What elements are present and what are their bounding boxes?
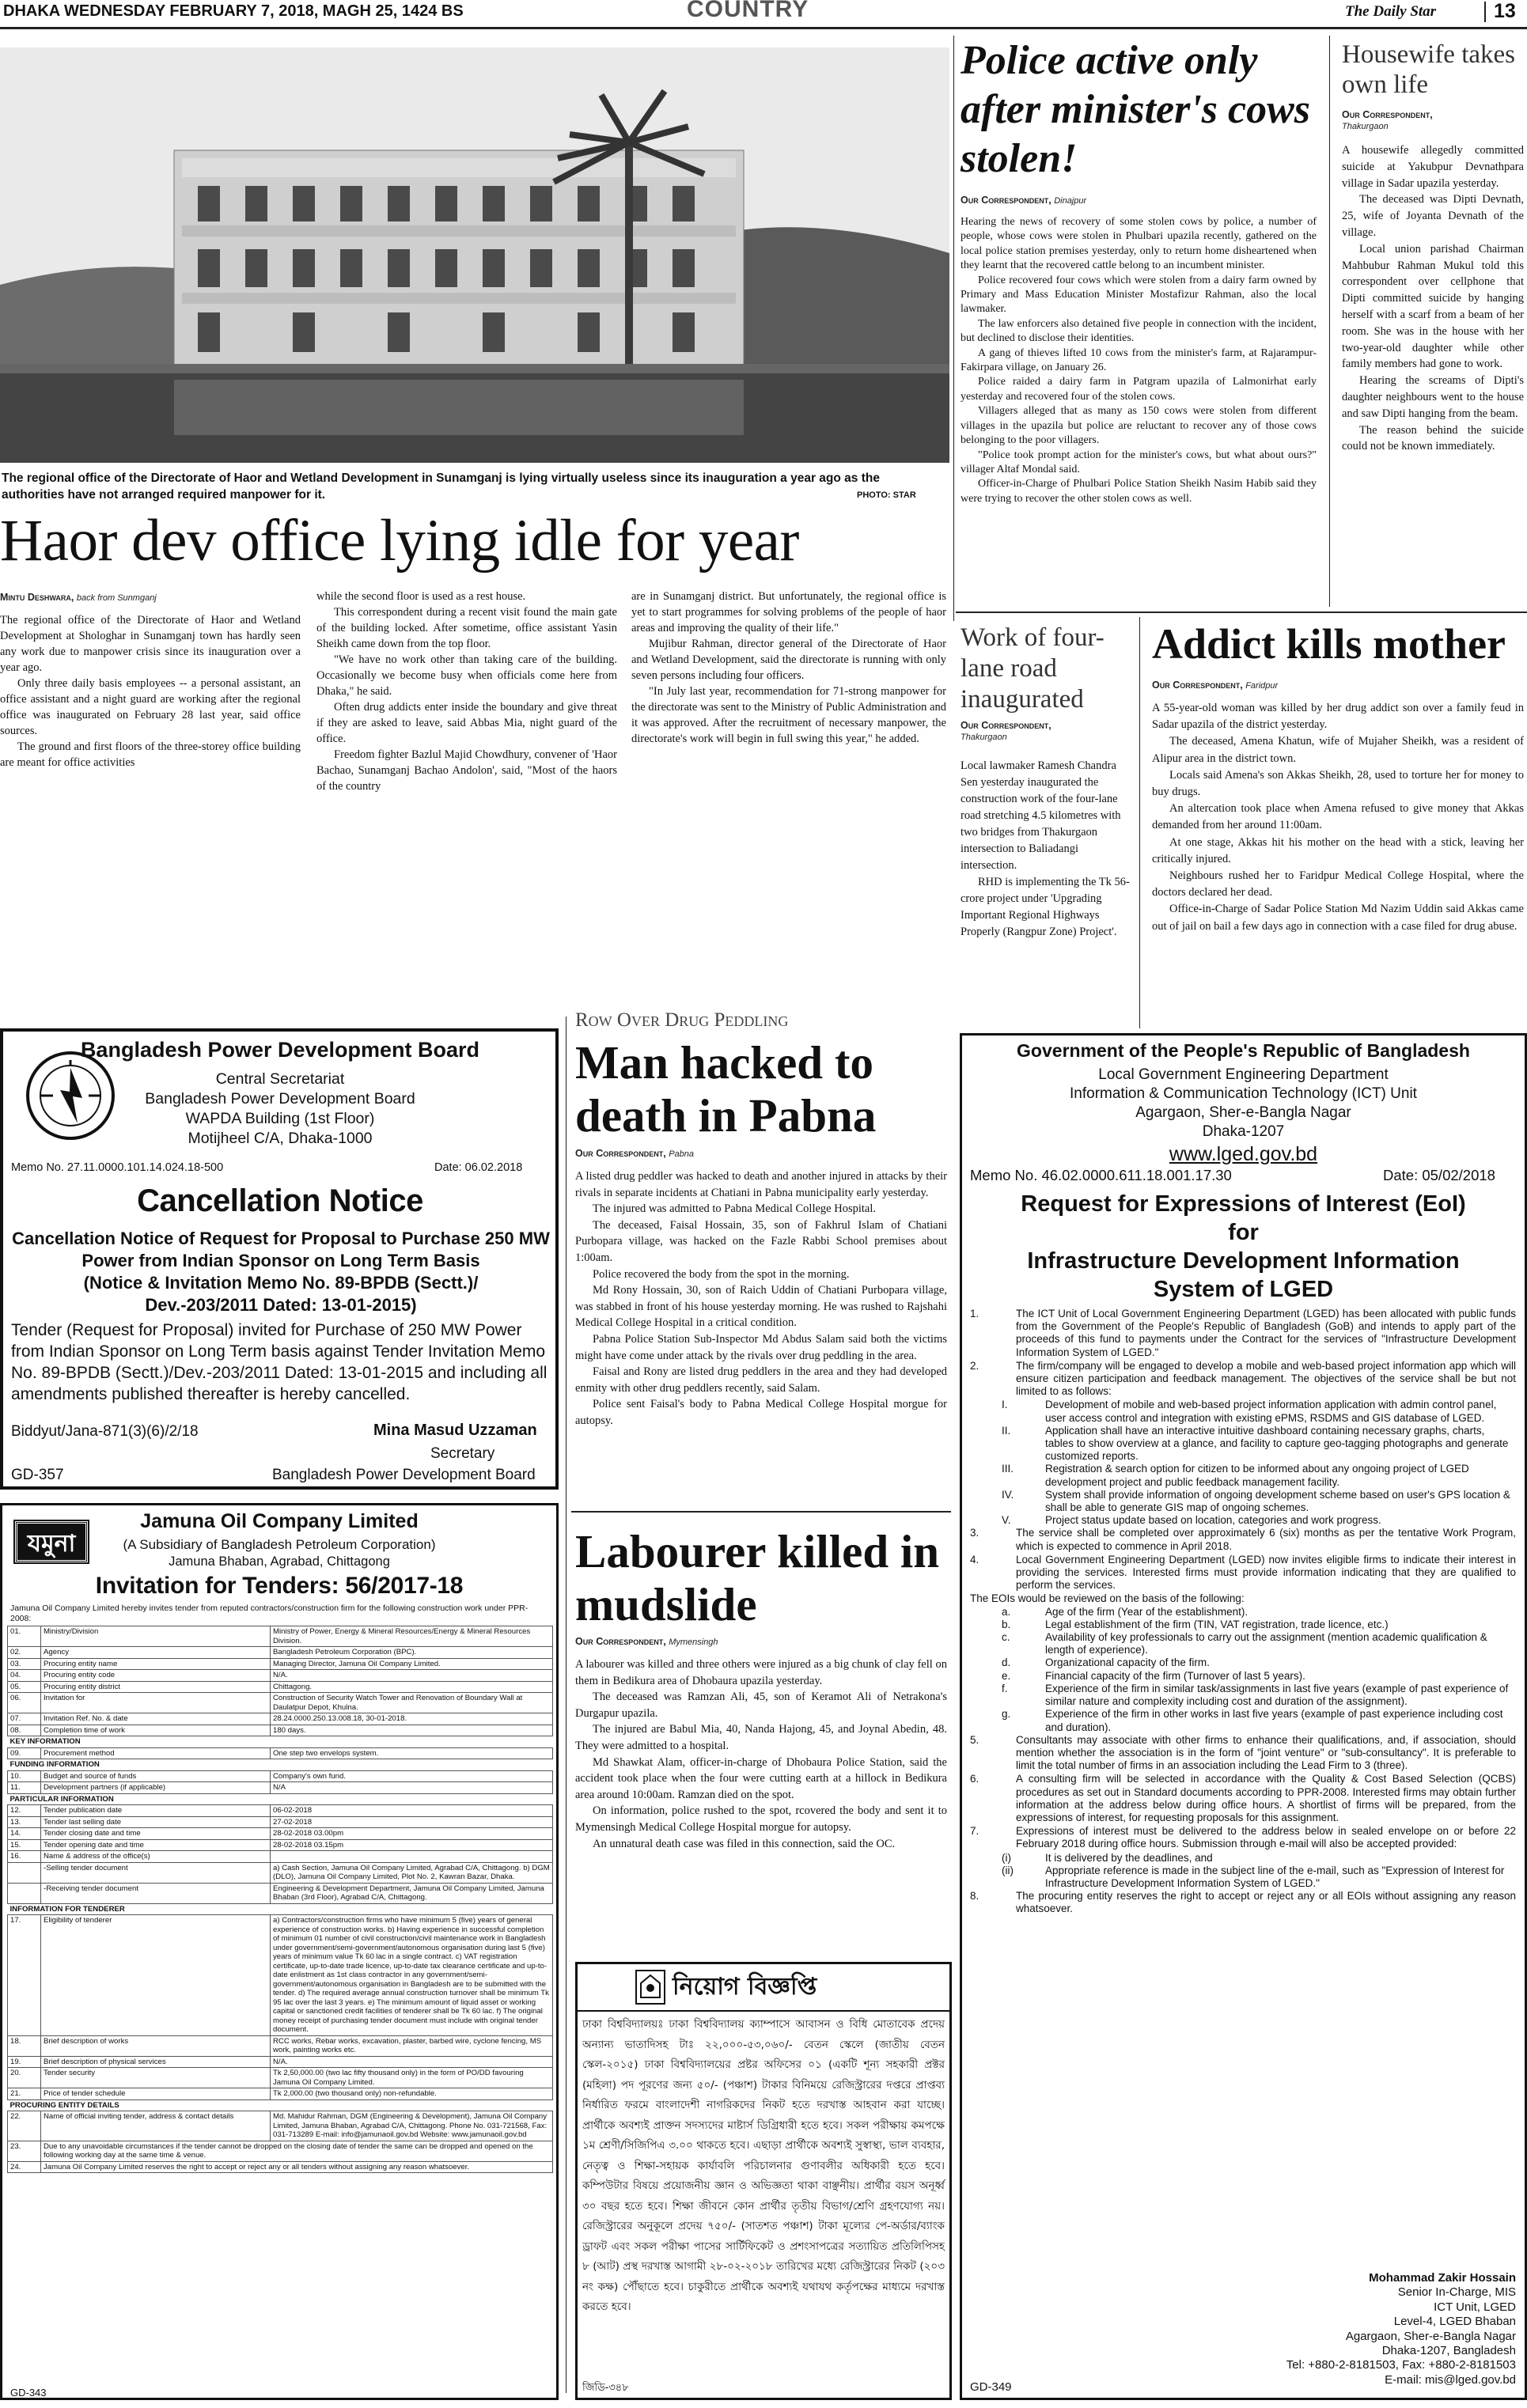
university-emblem-icon xyxy=(635,1969,666,2005)
pabna-headline: Man hacked to death in Pabna xyxy=(575,1036,877,1142)
table-row xyxy=(8,2088,553,2100)
du-body: ঢাকা বিশ্ববিদ্যালয়ঃ ঢাকা বিশ্ববিদ্যালয় ক্যাম্পাসে আবাসন ও বিধি মোতাবেক প্রদেয় অন্যান্য ভাতাদিসহ টাঃ ২২,০০০-৫৩,০৬০/- বেতন স্কেলে (জাতীয় বেতন স্কেল-২০১৫) ঢাকা বিশ্ববিদ্যালয়ের প্রষ্টর অফিসের ০১ (একটি শূন্য সহকারী প্রক্টর (মহিলা) পদ পূরণের জন্য ৫০/- (পঞ্চাশ) টাকার বিনিময়ে রেজিস্ট্রারের দপ্তরে প্রাপ্তব্য নির্ধারিত ফরমে বাংলাদেশী নাগরিকদের নিকট হতে দরখাস্ত আহবান করা যাচ্ছে। প্রার্থীকে অবশ্যই প্রাক্তন সদস্যদের মাষ্টার্স ডিগ্রিধারী হতে হবে। সকল পরীক্ষায় কমপক্ষে ১ম শ্রেণী/সিজিপিএ ৩.০০ থাকতে হবে। এছাড়া প্রার্থীকে অবশ্যই সুস্বাস্থ্য, ভাল ব্যবহার, নেতৃত্ব ও শিক্ষা-সহায়ক কার্যাবলি পরিচালনার গুণাবলীর অধিকারী হতে হবে। কম্পিউটার বিষয়ে প্রয়োজনীয় জ্ঞান ও অভিজ্ঞতা থাকা বাঞ্ছনীয়। প্রার্থীর বয়স অনূর্ধ্ব ৩০ বছর হতে হবে। শিক্ষা জীবনে কোন প্রার্থীর তৃতীয় বিভাগ/শ্রেণি গ্রহণযোগ্য নয়। রেজিস্ট্রারের অনুকূলে প্রদেয় ৭৫০/- (সাতশত পঞ্চাশ) টাকা মূল্যের পে-অর্ডার/ব্যাংক ড্রাফট এবং সকল পরীক্ষা পাসের সার্টিফিকেট ও প্রশংসাপত্রের সত্যায়িত প্রতিলিপিসহ ৮ (আট) প্রস্থ দরখাস্ত আগামী ২৮-০২-২০১৮ তারিখের মধ্যে রেজিস্ট্রারের নিকট (২০৩ নং কক্ষ) পৌঁছাতে হবে। চাকুরীতে প্রার্থীকে অবশ্যই যথাযথ কর্তৃপক্ষের মাধ্যমে দরখাস্ত করতে হবে। xyxy=(582,2018,945,2313)
jamuna-ad xyxy=(0,1503,559,2400)
lged-memo: Memo No. 46.02.0000.611.18.001.17.30 xyxy=(970,1167,1232,1183)
table-section-heading: FUNDING INFORMATION xyxy=(8,1759,553,1771)
col-divider xyxy=(1139,617,1140,1028)
table-cell-value: Bangladesh Petroleum Corporation (BPC). xyxy=(271,1647,553,1659)
table-row xyxy=(8,1839,553,1851)
section-rule xyxy=(956,611,1527,613)
table-row xyxy=(8,1793,553,1805)
table-cell-value: RCC works, Rebar works, excavation, plaster, barbed wire, cyclone fencing, MS work, painting works etc. xyxy=(271,2035,553,2056)
table-row xyxy=(8,1851,553,1863)
table-row xyxy=(8,1903,553,1915)
table-cell-value: N/A. xyxy=(271,2056,553,2068)
table-row xyxy=(8,1816,553,1828)
haor-byline: Mintu Deshwara, back from Sunmganj xyxy=(0,592,157,603)
table-cell-label: Agency xyxy=(41,1647,271,1659)
addict-byline: Our Correspondent, Faridpur xyxy=(1152,680,1279,691)
table-cell-note: Jamuna Oil Company Limited reserves the right to accept or reject any or all tenders without assigning any reason whatsoever. xyxy=(41,2161,553,2173)
bpdb-subject: Cancellation Notice of Request for Proposal to Purchase 250 MW Power from Indian Sponsor on Long Term Basis (Notice & Invitation Memo No. 89-BPDB (Sectt.)/ Dev.-203/2011 Dated: 13-01-2015) xyxy=(12,1229,550,1315)
du-ad xyxy=(575,1962,952,2400)
haor-col-1: The regional office of the Directorate of Haor and Wetland Development at Shologhar in Sunamganj town has hardly seen any work due to manpower crisis since its inauguration over a year ago. Only three daily basis employees -- a personal assistant, an office assistant and a night guard are working after the regional office was inaugurated on February 28 last year, said office sources. The ground and first floors of the three-storey office building are meant for office activities xyxy=(0,614,301,769)
table-row xyxy=(8,1658,553,1670)
table-row xyxy=(8,1725,553,1736)
table-cell-no: 09. xyxy=(8,1747,41,1759)
table-row xyxy=(8,1805,553,1817)
table-row xyxy=(8,2141,553,2161)
table-row xyxy=(8,1747,553,1759)
table-cell-label: -Receiving tender document xyxy=(41,1883,271,1903)
jamuna-addr: Jamuna Bhaban, Agrabad, Chittagong xyxy=(169,1554,390,1569)
page-number-divider xyxy=(1484,2,1486,22)
lged-code: GD-349 xyxy=(970,2380,1012,2394)
table-cell-value: 28-02-2018 03.00pm xyxy=(271,1828,553,1840)
table-row xyxy=(8,1915,553,2036)
table-cell-value: Ministry of Power, Energy & Mineral Resources/Energy & Mineral Resources Division. xyxy=(271,1626,553,1647)
col-divider xyxy=(953,36,954,621)
table-row xyxy=(8,2068,553,2088)
du-code: জিডি-৩৪৮ xyxy=(582,2382,629,2394)
bpdb-org-footer: Bangladesh Power Development Board xyxy=(272,1467,536,1483)
col-divider xyxy=(1329,36,1330,607)
table-cell-no: 06. xyxy=(8,1693,41,1713)
bpdb-address: Central Secretariat Bangladesh Power Development Board WAPDA Building (1st Floor) Motijheel C/A, Dhaka-1000 xyxy=(145,1070,415,1147)
table-cell-no: 03. xyxy=(8,1658,41,1670)
police-byline: Our Correspondent, Dinajpur xyxy=(961,195,1087,206)
table-row xyxy=(8,1883,553,1903)
table-cell-label: Tender publication date xyxy=(41,1805,271,1817)
police-body: Hearing the news of recovery of some stolen cows by police, a number of people, whose cows were stolen in Phulbari upazila recently, gathered on the local police station premises yesterday, only to return home disheartened when they learnt that the recovered cattle belong to an incumbent minister. Police recovered four cows which were stolen from a dairy farm owned by Primary and Mass Education Minister Mostafizur Rahman, also the local lawmaker. The law enforcers also detained five people in connection with the incident, but declined to disclose their identities. A gang of thieves lifted 10 cows from the minister's farm, at Rajarampur-Fakirpara village, on January 26. Police raided a dairy farm in Patgram upazila of Lalmonirhat early yesterday and recovered four of the stolen cows. Villagers alleged that as many as 150 cows were stolen from different villages in the upazila but police are reluctant to recover any of those cows belonging to the poor villagers. "Police took prompt action for the minister's cows, but what about ours?" villager Altaf Mondal said. Officer-in-Charge of Phulbari Police Station Sheikh Nasim Habib said they were trying to recover the other stolen cows as well. xyxy=(961,216,1317,505)
table-cell-no: 17. xyxy=(8,1915,41,2036)
labourer-body: A labourer was killed and three others were injured as a big chunk of clay fell on them in Bedikura area of Dhobaura upazila yesterday. The deceased was Ramzan Ali, 45, son of Keramot Ali of Netrakona's Durgapur upazila. The injured are Babul Mia, 40, Nanda Hajong, 45, and Joynal Abedin, 48. They were admitted to a hospital. Md Shawkat Alam, officer-in-charge of Dhobaura Police Station, said the accident took place when the four were cutting earth at a hillock in Bedikura area around 10:00am. Ramzan died on the spot. On information, police rushed to the spot, rcovered the body and sent it to Mymensingh Medical College Hospital morgue for autopsy. An unnatural death case was filed in this connection, said the OC. xyxy=(575,1658,947,1850)
table-cell-no: 23. xyxy=(8,2141,41,2161)
table-row xyxy=(8,1670,553,1682)
table-cell-note: Due to any unavoidable circumstances if the tender cannot be dropped on the closing date of tender the same can be dropped and opened on the following working day at the same time & venue. xyxy=(41,2141,553,2161)
table-cell-no: 20. xyxy=(8,2068,41,2088)
addict-headline: Addict kills mother xyxy=(1152,620,1506,668)
section-rule xyxy=(571,1511,951,1513)
table-cell-no: 24. xyxy=(8,2161,41,2173)
bpdb-body: Tender (Request for Proposal) invited for Purchase of 250 MW Power from Indian Sponsor on Long Term basis against Tender Invitation Memo No. 89-BPDB (Sectt.)/Dev.-203/2011 Dated: 13-01-2015 and including all amendments published thereafter is hereby cancelled. xyxy=(11,1321,548,1403)
table-cell-no xyxy=(8,1862,41,1883)
bpdb-signer: Mina Masud Uzzaman xyxy=(373,1422,537,1439)
table-cell-value: Company's own fund. xyxy=(271,1770,553,1782)
table-cell-label: Procuring entity name xyxy=(41,1658,271,1670)
jamuna-intro: Jamuna Oil Company Limited hereby invites tender from reputed contractors/construction firm for the following construction work under PPR-2008: xyxy=(10,1603,529,1623)
table-cell-value: a) Contractors/construction firms who have minimum 5 (five) years of general experience of construction works. b) Having experience in successful completion of minimum 01 number of civil construction/civil maintenance work in Bangladesh under government/semi-government/autonomous organisation during last 5 (five) years of minimum value Tk 60 lac in a single contract. c) VAT registration certificate, up-to-date trade licence, up-to-date tax clearance certificate and up-to-date enlistment as 1st class contractor in any government/semi-government/autonomous organisation in Bangladesh are to be submitted with the tender. d) The required average annual construction turnover shall be minimum Tk 95 lac over the last 3 years. e) The minimum amount of liquid asset or working capital or sanctioned credit facilities of tenderer shall be Tk 60 lac. f) The original money receipt of purchasing tender document must include with original tender document. xyxy=(271,1915,553,2036)
table-cell-label: Ministry/Division xyxy=(41,1626,271,1647)
table-cell-value: 28.24.0000.250.13.008.18, 30-01-2018. xyxy=(271,1713,553,1725)
table-cell-no: 08. xyxy=(8,1725,41,1736)
table-cell-value: 06-02-2018 xyxy=(271,1805,553,1817)
table-cell-label: Procuring entity district xyxy=(41,1681,271,1693)
jamuna-sub: (A Subsidiary of Bangladesh Petroleum Corporation) xyxy=(123,1537,436,1552)
housewife-byline: Our Correspondent, Thakurgaon xyxy=(1342,109,1433,131)
table-cell-no: 05. xyxy=(8,1681,41,1693)
table-row xyxy=(8,1681,553,1693)
du-divider xyxy=(578,2010,949,2012)
table-section-heading: KEY INFORMATION xyxy=(8,1736,553,1748)
table-cell-label: Brief description of physical services xyxy=(41,2056,271,2068)
labourer-headline: Labourer killed in mudslide xyxy=(575,1525,940,1630)
lged-ad xyxy=(960,1033,1527,2400)
table-cell-no: 14. xyxy=(8,1828,41,1840)
dateline: DHAKA WEDNESDAY FEBRUARY 7, 2018, MAGH 25, 1424 BS xyxy=(3,2,464,20)
bpdb-designation: Secretary xyxy=(430,1445,495,1462)
table-section-heading: PARTICULAR INFORMATION xyxy=(8,1793,553,1805)
table-cell-no: 18. xyxy=(8,2035,41,2056)
table-cell-value: One step two envelops system. xyxy=(271,1747,553,1759)
table-cell-value: 180 days. xyxy=(271,1725,553,1736)
photo-caption: The regional office of the Directorate of Haor and Wetland Development in Sunamganj is lying virtually useless since its inauguration a year ago as the authorities have not arranged required manpower for it. xyxy=(2,471,880,502)
table-row xyxy=(8,1782,553,1794)
jamuna-org: Jamuna Oil Company Limited xyxy=(140,1510,419,1532)
table-row xyxy=(8,1626,553,1647)
table-cell-value: Tk 2,50,000.00 (two lac fifty thousand only) in the form of PO/DD favouring Jamuna Oil Company Limited. xyxy=(271,2068,553,2088)
table-cell-label: Budget and source of funds xyxy=(41,1770,271,1782)
table-cell-label: Brief description of works xyxy=(41,2035,271,2056)
haor-office-photo xyxy=(0,47,949,463)
table-cell-label: Invitation Ref. No. & date xyxy=(41,1713,271,1725)
haor-col-2: while the second floor is used as a rest house. This correspondent during a recent visit found the main gate of the building locked. After sometime, office assistant Yasin Sheikh came down from the top floor. "We have no work other than taking care of the building. Occasionally we become busy when officials come here from Dhaka," he said. Often drug addicts enter inside the boundary and give threat if they are asked to leave, said Abbas Mia, night guard of the office. Freedom fighter Bazlul Majid Chowdhury, convener of 'Haor Bachao, Sunamganj Bachao Andolon', said, "Most of the haors of the country xyxy=(316,590,617,793)
lged-date: Date: 05/02/2018 xyxy=(1383,1167,1495,1183)
masthead xyxy=(0,0,1527,27)
table-cell-no: 11. xyxy=(8,1782,41,1794)
jamuna-title: Invitation for Tenders: 56/2017-18 xyxy=(95,1573,464,1599)
lged-signature: Mohammad Zakir Hossain Senior In-Charge, MIS ICT Unit, LGED Level-4, LGED Bhaban Agargaon, Sher-e-Bangla Nagar Dhaka-1207, Bangladesh Tel: +880-2-8181503, Fax: +880-2-8181503 E-mail: mis@lged.gov.bd xyxy=(1286,2271,1516,2387)
table-cell-value: Managing Director, Jamuna Oil Company Limited. xyxy=(271,1658,553,1670)
pabna-kicker: Row Over Drug Peddling xyxy=(575,1009,789,1031)
pabna-byline: Our Correspondent, Pabna xyxy=(575,1148,694,1159)
table-row xyxy=(8,1828,553,1840)
bpdb-code: GD-357 xyxy=(11,1467,64,1483)
table-cell-no: 22. xyxy=(8,2111,41,2141)
table-cell-label: Tender security xyxy=(41,2068,271,2088)
table-cell-no: 15. xyxy=(8,1839,41,1851)
table-cell-label: Name & address of the office(s) xyxy=(41,1851,271,1863)
table-cell-value: N/A xyxy=(271,1782,553,1794)
table-row xyxy=(8,2111,553,2141)
building-image-icon xyxy=(0,47,949,463)
housewife-body: A housewife allegedly committed suicide at Yakubpur Devnathpara village in Sadar upazila yesterday. The deceased was Dipti Devnath, 25, wife of Joyanta Devnath of the village. Local union parishad Chairman Mahbubur Rahman Mukul told this correspondent over cellphone that Dipti committed suicide by hanging herself with a scarf from a beam of her room. She was in the house with her two-year-old daughter while other family members had gone to work. Hearing the screams of Dipti's daughter neighbours went to the house and saw Dipti hanging from the beam. The reason behind the suicide could not be known immediately. xyxy=(1342,144,1524,453)
police-headline: Police active only after minister's cows stolen! xyxy=(961,38,1311,181)
table-cell-no: 13. xyxy=(8,1816,41,1828)
table-row xyxy=(8,2035,553,2056)
section-label: COUNTRY xyxy=(687,0,809,22)
table-cell-no: 07. xyxy=(8,1713,41,1725)
table-cell-label: Tender opening date and time xyxy=(41,1839,271,1851)
table-cell-label: -Selling tender document xyxy=(41,1862,271,1883)
table-cell-label: Tender last selling date xyxy=(41,1816,271,1828)
bpdb-ref: Biddyut/Jana-871(3)(6)/2/18 xyxy=(11,1423,199,1440)
table-cell-value: Construction of Security Watch Tower and Renovation of Boundary Wall at Daulatpur Depot, Khulna. xyxy=(271,1693,553,1713)
photo-credit: PHOTO: STAR xyxy=(857,490,916,500)
housewife-headline: Housewife takes own life xyxy=(1342,40,1516,99)
table-cell-value: N/A. xyxy=(271,1670,553,1682)
lged-website[interactable]: www.lged.gov.bd xyxy=(1169,1143,1318,1165)
page-number: 13 xyxy=(1494,0,1516,22)
table-cell-no: 16. xyxy=(8,1851,41,1863)
table-cell-label: Procurement method xyxy=(41,1747,271,1759)
bpdb-org: Bangladesh Power Development Board xyxy=(80,1038,480,1062)
jamuna-table xyxy=(7,1626,553,2173)
table-cell-value: Tk 2,000.00 (two thousand only) non-refundable. xyxy=(271,2088,553,2100)
table-cell-label: Tender closing date and time xyxy=(41,1828,271,1840)
fourlane-byline: Our Correspondent, Thakurgaon xyxy=(961,720,1051,742)
addict-body: A 55-year-old woman was killed by her drug addict son over a family feud in Sadar upazila of the district yesterday. The deceased, Amena Khatun, wife of Mujaher Sheikh, was a resident of Alipur area in the district town. Locals said Amena's son Akkas Sheikh, 28, used to torture her for money to buy drugs. An altercation took place when Amena refused to give money that Akkas demanded from her around 11:00am. At one stage, Akkas hit his mother on the head with a stick, leaving her critically injured. Neighbours rushed her to Faridpur Medical College Hospital, where the doctors declared her dead. Office-in-Charge of Sadar Police Station Md Nazim Uddin said Akkas came out of jail on bail a few days ago in connection with a case filed for drug abuse. xyxy=(1152,702,1524,933)
table-row xyxy=(8,1862,553,1883)
table-cell-value: Chittagong. xyxy=(271,1681,553,1693)
table-cell-no: 02. xyxy=(8,1647,41,1659)
table-cell-label: Procuring entity code xyxy=(41,1670,271,1682)
table-cell-no: 19. xyxy=(8,2056,41,2068)
table-cell-value: Md. Mahidur Rahman, DGM (Engineering & Development), Jamuna Oil Company Limited, Jamuna Bhaban, Agrabad C/A, Chittagong. Phone No. 031-721568, Fax: 031-713289 E-mail: info@jamunaoil.gov.bd Website: www.jamunaoil.gov.bd xyxy=(271,2111,553,2141)
table-row xyxy=(8,1759,553,1771)
table-row xyxy=(8,2099,553,2111)
du-title: নিয়োগ বিজ্ঞপ্তি xyxy=(673,1973,817,2001)
table-row xyxy=(8,1736,553,1748)
table-cell-no: 21. xyxy=(8,2088,41,2100)
lged-body: 1. The ICT Unit of Local Government Engineering Department (LGED) has been allocated with public funds from the Government of the People's Republic of Bangladesh (GoB) and intends to apply part of the proceeds of this fund to payments under the Contract for the services of "Infrastructure Development Information System of LGED." 2. The firm/company will be engaged to develop a mobile and web-based project information app which will ensure citizen participation and feedback management. The objectives of the service shall be but not limited to as follows: I. Development of mobile and web-based project information application with admin control panel, user access control and integration with existing ePMS, RSDMS and GIS database of LGED. II. Application shall have an interactive intuitive dashboard containing necessary graphs, charts, tables to show overview at a glance, and facility to capture geo-tagging photographs and generate customized reports. III. Registration & search option for citizen to be informed about any ongoing project of LGED development project and public feedback management facility. IV. System shall provide information of ongoing development scheme based on user's GPS location & shall be able to generate GIS map of ongoing schemes. V. Project status update based on location, categories and work progress. 3. The service shall be completed over approximately 6 (six) months as per the tentative Work Program, which is expected to commence in April 2018. 4. Local Government Engineering Department (LGED) now invites eligible firms to indicate their interest in providing the services. Interested firms must provide information indicating that they are qualified to perform the services. The EOIs would be reviewed on the basis of the following: a. Age of the firm (Year of the establishment). b. Legal establishment of the firm (TIN, VAT registration, trade licence, etc.) c. Availability of key professionals to carry out the assignment (mention academic qualification & length of experience). d. Organizational capacity of the firm. e. Financial capacity of the firm (Turnover of last 5 years). f. Experience of the firm in similar task/assignments in last five years (example of past experience of similar nature and complexity including cost and duration of the assignment). g. Experience of the firm in other works in last five years (example of past experience including cost and duration). 5. Consultants may associate with other firms to enhance their qualifications, and, if association, should mention whether the association is in the form of "joint venture" or "sub-consultancy". It is preferable to limit the total number of firms in an association including the Lead Firm to 3 (three). 6. A consulting firm will be selected in accordance with the Quality & Cost Based Selection (QCBS) procedures as set out in Standard documents according to PPR-2008. Interested firms may obtain further information at the address below during office hours. A shortlist of firms will be prepared, from the expressions of interest, for requesting proposals for this assignment. 7. Expressions of interest must be delivered to the address below in sealed envelope on or before 22 February 2018 during office hours. Submission through e-mail will also be accepted provided: (i) It is delivered by the deadlines, and (ii) Appropriate reference is made in the subject line of the e-mail, such as "Expression of Interest for Infrastructure Development Information System of LGED." 8. The procuring entity reserves the right to accept or reject any or all EOIs without assigning any reason whatsoever. xyxy=(970,1308,1516,1915)
jamuna-code: GD-343 xyxy=(10,2387,47,2399)
jamuna-logo: যমুনা xyxy=(15,1521,88,1562)
pabna-body: A listed drug peddler was hacked to death and another injured in attacks by their rivals in separate incidents at Chatiani in Pabna municipality early yesterday. The injured was admitted to Pabna Medical College Hospital. The deceased, Faisal Hossain, 35, son of Fakhrul Islam of Chatiani Purbopara village, was hacked on the Fazle Rabbi School premises about 1:00am. Police recovered the body from the spot in the morning. Md Rony Hossain, 30, son of Raich Uddin of Chatiani Purbopara village, was stabbed in front of his house yesterday morning. He was rushed to Rajshahi Medical College Hospital in a critical condition. Pabna Police Station Sub-Inspector Md Abdus Salam said both the victims might have come under attack by the rivals over drug peddling in the area. Faisal and Rony are listed drug peddlers in the area and they had developed enmity with other drug peddlers recently, said Salam. Police sent Faisal's body to Pabna Medical College Hospital morgue for autopsy. xyxy=(575,1170,947,1427)
table-cell-no xyxy=(8,1883,41,1903)
fourlane-headline: Work of four-lane road inaugurated xyxy=(961,623,1105,714)
haor-col-3: are in Sunamganj district. But unfortunately, the regional office is yet to start programmes for solving problems of the people of haor areas and improving the quality of their life." Mujibur Rahman, director general of the Directorate of Haor and Wetland Development, said the directorate is running with only seven persons including four officers. "In July last year, recommendation for 71-strong manpower for the directorate was sent to the Ministry of Public Administration and it was approved. After the recruitment of necessary manpower, the directorate's work will begin in full swing this year," he added. xyxy=(631,590,946,745)
table-cell-no: 01. xyxy=(8,1626,41,1647)
table-row xyxy=(8,1713,553,1725)
bpdb-memo: Memo No. 27.11.0000.101.14.024.18-500 xyxy=(11,1161,224,1174)
table-row xyxy=(8,2056,553,2068)
table-row xyxy=(8,1770,553,1782)
masthead-rule xyxy=(0,27,1527,29)
fourlane-body: Local lawmaker Ramesh Chandra Sen yesterday inaugurated the construction work of the four-lane road stretching 4.5 kilometres with two bridges from Thakurgaon intersection to Baliadangi intersection. RHD is implementing the Tk 56-crore project under 'Upgrading Important Regional Highways Properly (Rangpur Zone) Project'. xyxy=(961,759,1130,938)
table-row xyxy=(8,1693,553,1713)
paper-name: The Daily Star xyxy=(1345,3,1437,20)
lged-dept: Local Government Engineering Department Information & Communication Technology (ICT) Unit Agargaon, Sher-e-Bangla Nagar Dhaka-1207 xyxy=(1070,1066,1417,1140)
table-row xyxy=(8,2161,553,2173)
table-cell-value: a) Cash Section, Jamuna Oil Company Limited, Agrabad C/A, Chittagong. b) DGM (DLO), Jamuna Oil Company Limited, Plot No. 2, Kawran Bazar, Dhaka. xyxy=(271,1862,553,1883)
bpdb-ad xyxy=(0,1028,559,1490)
table-cell-value: 28-02-2018 03.15pm xyxy=(271,1839,553,1851)
table-cell-label: Development partners (if applicable) xyxy=(41,1782,271,1794)
table-row xyxy=(8,1647,553,1659)
lged-title: Request for Expressions of Interest (EoI) for Infrastructure Development Information System of LGED xyxy=(1021,1191,1466,1302)
table-cell-value: 27-02-2018 xyxy=(271,1816,553,1828)
table-cell-label: Completion time of work xyxy=(41,1725,271,1736)
table-section-heading: PROCURING ENTITY DETAILS xyxy=(8,2099,553,2111)
table-section-heading: INFORMATION FOR TENDERER xyxy=(8,1903,553,1915)
table-cell-label: Invitation for xyxy=(41,1693,271,1713)
table-cell-no: 10. xyxy=(8,1770,41,1782)
table-cell-value xyxy=(271,1851,553,1863)
du-logo xyxy=(635,1969,666,2005)
haor-headline: Haor dev office lying idle for year xyxy=(0,508,799,574)
table-cell-no: 12. xyxy=(8,1805,41,1817)
bpdb-title: Cancellation Notice xyxy=(137,1183,423,1218)
lged-org: Government of the People's Republic of Bangladesh xyxy=(1017,1040,1470,1061)
table-cell-label: Price of tender schedule xyxy=(41,2088,271,2100)
labourer-byline: Our Correspondent, Mymensingh xyxy=(575,1636,718,1647)
table-cell-value: Engineering & Development Department, Jamuna Oil Company Limited, Jamuna Bhaban (3rd Floor), Agrabad C/A, Chittagong. xyxy=(271,1883,553,1903)
table-cell-no: 04. xyxy=(8,1670,41,1682)
table-cell-label: Eligibility of tenderer xyxy=(41,1915,271,2036)
table-cell-label: Name of official inviting tender, address & contact details xyxy=(41,2111,271,2141)
bpdb-date: Date: 06.02.2018 xyxy=(434,1161,523,1174)
